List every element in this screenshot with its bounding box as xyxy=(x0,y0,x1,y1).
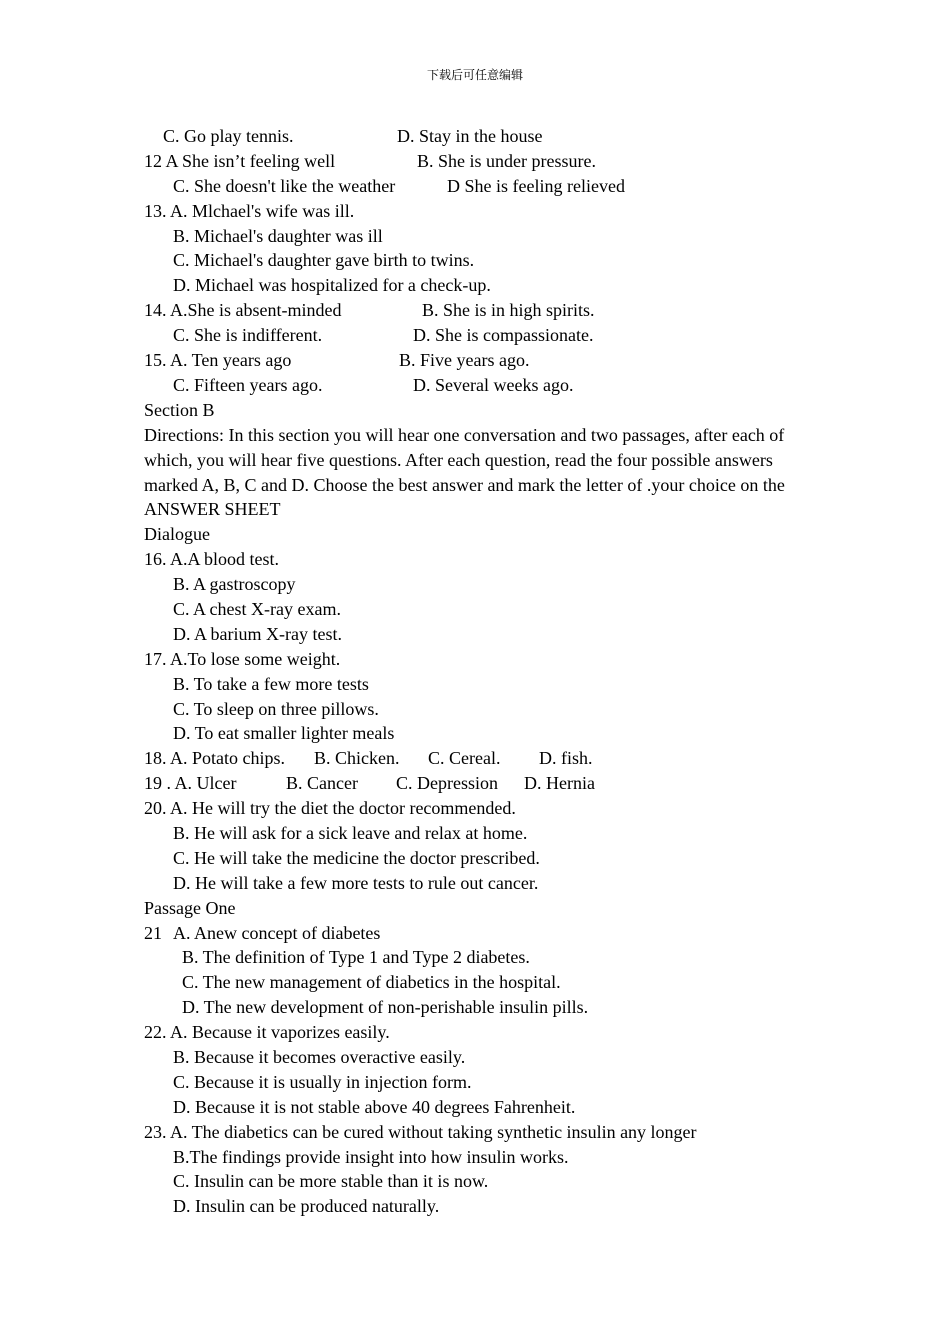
question-18 xyxy=(144,746,824,771)
option-c: C. To sleep on three pillows. xyxy=(173,698,379,719)
option-a: 13. A. Mlchael's wife was ill. xyxy=(144,200,355,221)
option-c: C. He will take the medicine the doctor prescribed. xyxy=(173,847,540,868)
option-d: D. He will take a few more tests to rule out cancer. xyxy=(173,872,539,893)
question-17 xyxy=(144,647,824,672)
question-22 xyxy=(144,1020,824,1045)
question-16-option-b xyxy=(144,572,824,597)
question-22-option-b xyxy=(144,1045,824,1070)
question-23-option-c xyxy=(144,1169,824,1194)
question-22-option-c xyxy=(144,1070,824,1095)
page-header: 下载后可任意编辑 xyxy=(426,68,523,82)
option-a: 19 . A. Ulcer xyxy=(144,773,237,794)
question-12-options-cd xyxy=(144,174,824,199)
option-d: D. The new development of non-perishable insulin pills. xyxy=(182,997,589,1018)
question-17-option-b xyxy=(144,672,824,697)
question-11-options-cd xyxy=(144,124,824,149)
option-c: C. Cereal. xyxy=(428,748,501,769)
option-a: 14. A.She is absent-minded xyxy=(144,300,342,321)
question-20-option-d xyxy=(144,871,824,896)
option-a: 15. A. Ten years ago xyxy=(144,350,292,371)
question-20 xyxy=(144,796,824,821)
option-a: 12 A She isn’t feeling well xyxy=(144,150,336,171)
option-c: C. Go play tennis. xyxy=(163,126,294,146)
option-b: B. She is under pressure. xyxy=(417,150,596,171)
option-c: C. She doesn't like the weather xyxy=(173,175,396,196)
question-23-option-b xyxy=(144,1145,824,1170)
option-c: C. She is indifferent. xyxy=(173,325,323,346)
question-15 xyxy=(144,348,824,373)
option-d: D. A barium X-ray test. xyxy=(173,623,342,644)
option-d: D. Stay in the house xyxy=(397,126,543,146)
question-14 xyxy=(144,298,824,323)
option-a: 17. A.To lose some weight. xyxy=(144,648,341,669)
option-b: B. To take a few more tests xyxy=(173,673,369,694)
option-d: D. To eat smaller lighter meals xyxy=(173,723,395,744)
question-20-option-b xyxy=(144,821,824,846)
question-16 xyxy=(144,547,824,572)
question-13 xyxy=(144,199,824,224)
option-d: D. fish. xyxy=(539,748,593,769)
question-23 xyxy=(144,1120,824,1145)
question-21-option-c xyxy=(144,970,824,995)
option-c: C. The new management of diabetics in the hospital. xyxy=(182,972,561,993)
question-21-option-d xyxy=(144,995,824,1020)
question-20-option-c xyxy=(144,846,824,871)
question-21 xyxy=(144,921,824,946)
question-13-option-b xyxy=(144,224,824,249)
option-a: 22. A. Because it vaporizes easily. xyxy=(144,1022,390,1043)
question-15-options-cd xyxy=(144,373,824,398)
question-17-option-c xyxy=(144,697,824,722)
question-12 xyxy=(144,149,824,174)
question-17-option-d xyxy=(144,721,824,746)
passage-one-title xyxy=(144,896,824,921)
option-c: C. Michael's daughter gave birth to twins. xyxy=(173,250,475,271)
question-14-options-cd xyxy=(144,323,824,348)
option-d: D. Because it is not stable above 40 degrees Fahrenheit. xyxy=(173,1096,576,1117)
option-b: B. Five years ago. xyxy=(399,350,530,371)
section-title: Section B xyxy=(144,399,215,420)
option-d: D She is feeling relieved xyxy=(447,175,625,196)
option-b: B. Chicken. xyxy=(314,748,400,769)
option-b: B. Because it becomes overactive easily. xyxy=(173,1047,466,1068)
question-16-option-d xyxy=(144,622,824,647)
option-a: 16. A.A blood test. xyxy=(144,549,280,570)
question-23-option-d xyxy=(144,1194,824,1219)
option-c: C. A chest X-ray exam. xyxy=(173,598,341,619)
section-b-title xyxy=(144,398,824,423)
question-19 xyxy=(144,771,824,796)
option-b: B.The findings provide insight into how insulin works. xyxy=(173,1146,569,1167)
option-d: D. Several weeks ago. xyxy=(413,374,574,395)
option-b: B. Cancer xyxy=(286,773,358,794)
option-d: D. She is compassionate. xyxy=(413,325,594,346)
exam-content xyxy=(144,124,824,1219)
option-a: A. Anew concept of diabetes xyxy=(173,922,381,943)
option-d: D. Hernia xyxy=(524,773,595,794)
question-number: 21 xyxy=(144,922,162,943)
question-16-option-c xyxy=(144,597,824,622)
question-22-option-d xyxy=(144,1095,824,1120)
option-c: C. Because it is usually in injection form. xyxy=(173,1071,472,1092)
option-b: B. She is in high spirits. xyxy=(422,300,595,321)
option-a: 18. A. Potato chips. xyxy=(144,748,286,769)
option-d: D. Michael was hospitalized for a check-up. xyxy=(173,275,491,296)
question-13-option-c xyxy=(144,248,824,273)
option-c: C. Fifteen years ago. xyxy=(173,374,323,395)
option-d: D. Insulin can be produced naturally. xyxy=(173,1196,440,1217)
question-13-option-d xyxy=(144,273,824,298)
option-a: 23. A. The diabetics can be cured without taking synthetic insulin any longer xyxy=(144,1121,697,1142)
option-b: B. The definition of Type 1 and Type 2 diabetes. xyxy=(182,947,530,968)
option-b: B. Michael's daughter was ill xyxy=(173,225,383,246)
option-c: C. Depression xyxy=(396,773,498,794)
option-b: B. A gastroscopy xyxy=(173,574,296,595)
option-c: C. Insulin can be more stable than it is now. xyxy=(173,1171,489,1192)
subsection-title: Dialogue xyxy=(144,524,210,545)
subsection-title: Passage One xyxy=(144,897,236,918)
option-b: B. He will ask for a sick leave and relax at home. xyxy=(173,823,528,843)
section-b-directions: Directions: In this section you will hear one conversation and two passages, after each of which, you will hear five questions. After each question, read the four possible answers marked A, B, C and D. Choose the best answer and mark the letter of .your choice on the ANSWER SHEET xyxy=(144,424,785,520)
dialogue-title xyxy=(144,522,824,547)
question-21-option-b xyxy=(144,945,824,970)
option-a: 20. A. He will try the diet the doctor recommended. xyxy=(144,798,516,819)
